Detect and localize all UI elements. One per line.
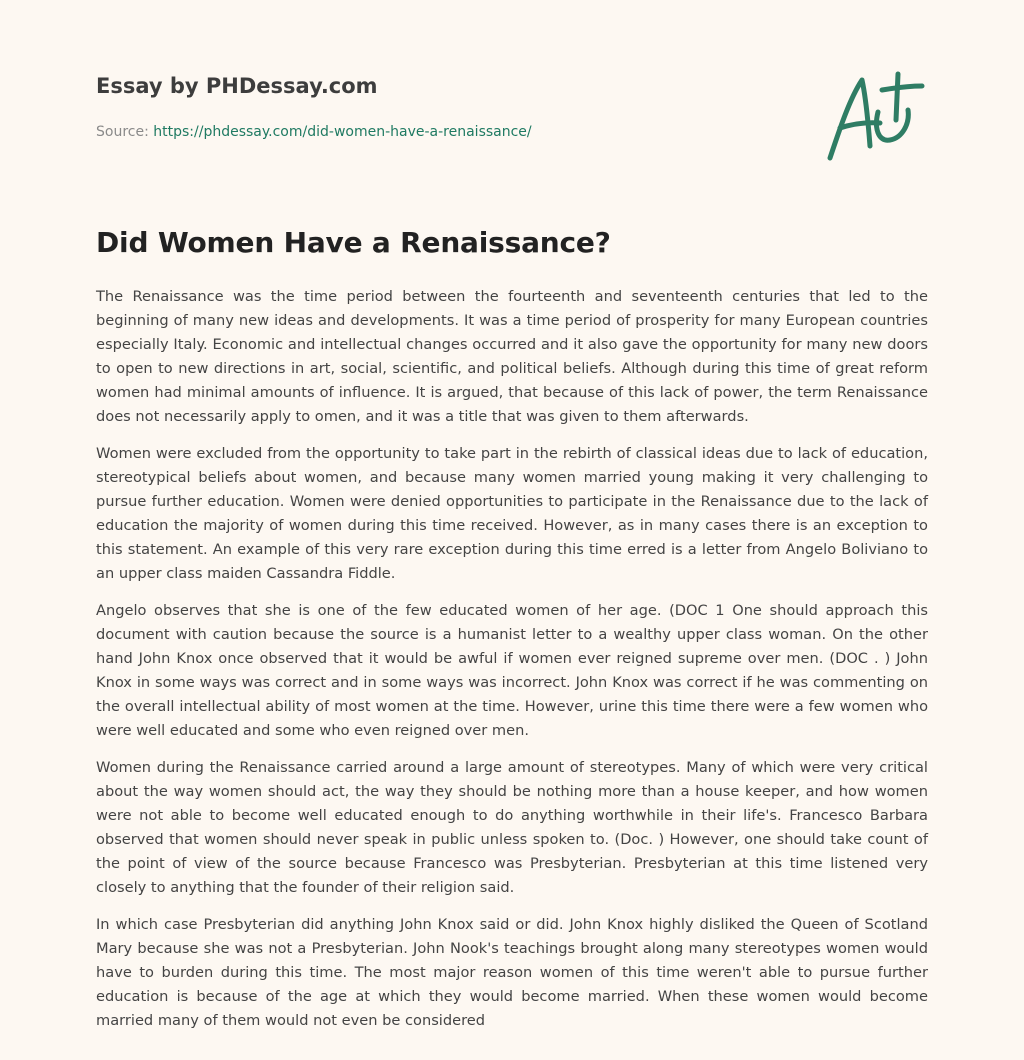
source-link[interactable]: https://phdessay.com/did-women-have-a-renaissance/ [153, 124, 532, 140]
essay-paragraph: Women during the Renaissance carried around a large amount of stereotypes. Many of which were very critical about the way women should act, the way they should be nothing more than a house keeper, and how women were not able to become well educated enough to do anything worthwhile in their life's. Francesco Barbara observed that women should never speak in public unless spoken to. (Doc. ) However, one should take count of the point of view of the source because Francesco was Presbyterian. Presbyterian at this time listened very closely to anything that the founder of their religion said. [96, 759, 928, 896]
a-plus-grade-icon [826, 68, 930, 164]
essay-title: Did Women Have a Renaissance? [96, 226, 611, 259]
essay-paragraph: In which case Presbyterian did anything John Knox said or did. John Knox highly disliked the Queen of Scotland Mary because she was not a Presbyterian. John Nook's teachings brought along many stereotypes women would have to burden during this time. The most major reason women of this time weren't able to pursue further education is because of the age at which they would become married. When these women would become married many of them would not even be considered [96, 916, 928, 1029]
brand-heading: Essay by PHDessay.com [96, 74, 378, 98]
essay-body [96, 285, 928, 1046]
essay-paragraph: Women were excluded from the opportunity to take part in the rebirth of classical ideas due to lack of education, stereotypical beliefs about women, and because many women married young making it very challenging to pursue further education. Women were denied opportunities to participate in the Renaissance due to the lack of education the majority of women during this time received. However, as in many cases there is an exception to this statement. An example of this very rare exception during this time erred is a letter from Angelo Boliviano to an upper class maiden Cassandra Fiddle. [96, 445, 928, 582]
essay-paragraph: The Renaissance was the time period between the fourteenth and seventeenth centuries that led to the beginning of many new ideas and developments. It was a time period of prosperity for many European countries especially Italy. Economic and intellectual changes occurred and it also gave the opportunity for many new doors to open to new directions in art, social, scientific, and political beliefs. Although during this time of great reform women had minimal amounts of influence. It is argued, that because of this lack of power, the term Renaissance does not necessarily apply to omen, and it was a title that was given to them afterwards. [96, 288, 928, 425]
source-label: Source: [96, 124, 149, 140]
essay-paragraph: Angelo observes that she is one of the few educated women of her age. (DOC 1 One should approach this document with caution because the source is a humanist letter to a wealthy upper class woman. On the other hand John Knox once observed that it would be awful if women ever reigned supreme over men. (DOC . ) John Knox in some ways was correct and in some ways was incorrect. John Knox was correct if he was commenting on the overall intellectual ability of most women at the time. However, urine this time there were a few women who were well educated and some who even reigned over men. [96, 602, 928, 739]
source-line [96, 124, 532, 140]
